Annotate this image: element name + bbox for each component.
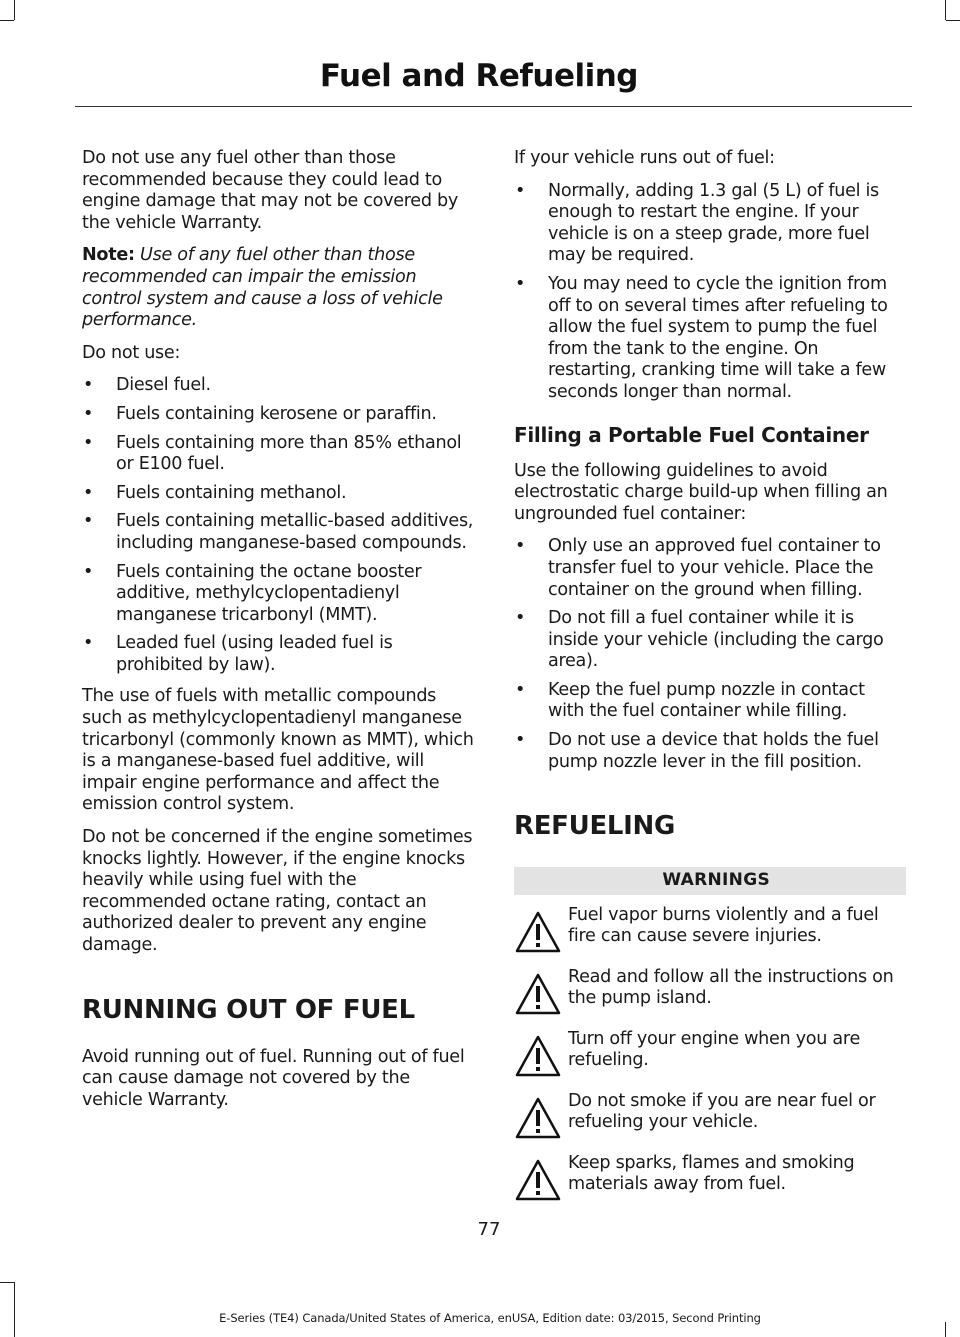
list-item: • You may need to cycle the ignition from off to on several times after refueling to allow the fuel system to pump the fuel from the tank to the engine. On restarting, cranking time will take a few seconds longer than normal. <box>514 274 906 404</box>
section-heading: RUNNING OUT OF FUEL <box>82 994 415 1025</box>
warning-text: Do not smoke if you are near fuel or refueling your vehicle. <box>568 1090 876 1133</box>
crop-mark <box>14 1282 15 1337</box>
paragraph: Do not be concerned if the engine sometimes knocks lightly. However, if the engine knocks heavily while using fuel with the recommended octane rating, contact an authorized dealer to prevent any engine damage. <box>82 827 473 955</box>
warning-item <box>514 967 906 1016</box>
crop-mark <box>0 1282 14 1283</box>
left-column <box>82 148 474 1122</box>
crop-mark <box>945 0 946 20</box>
warning-triangle-icon <box>514 1034 562 1078</box>
note <box>82 245 474 331</box>
list-item: • Fuels containing kerosene or paraffin. <box>82 404 474 426</box>
warning-item <box>514 1091 906 1140</box>
list-item: • Keep the fuel pump nozzle in contact with the fuel container while filling. <box>514 680 906 723</box>
bullet-list <box>514 181 906 404</box>
warning-text: Fuel vapor burns violently and a fuel fire can cause severe injuries. <box>568 904 879 947</box>
list-item: • Diesel fuel. <box>82 375 474 397</box>
crop-mark <box>14 0 15 20</box>
paragraph: If your vehicle runs out of fuel: <box>514 148 775 168</box>
paragraph: Do not use any fuel other than those recommended because they could lead to engine damage that may not be covered by the vehicle Warranty. <box>82 148 458 233</box>
header-divider <box>75 106 912 107</box>
paragraph: Avoid running out of fuel. Running out of fuel can cause damage not covered by the vehicle Warranty. <box>82 1046 465 1110</box>
right-column <box>514 148 906 1215</box>
paragraph: Use the following guidelines to avoid electrostatic charge build-up when filling an ungrounded fuel container: <box>514 460 888 524</box>
paragraph: The use of fuels with metallic compounds such as methylcyclopentadienyl manganese tricarbonyl (commonly known as MMT), which is a manganese-based fuel additive, will impair engine performance and affect the emission control system. <box>82 686 474 815</box>
warning-text: Read and follow all the instructions on the pump island. <box>568 966 894 1009</box>
warning-triangle-icon <box>514 910 562 954</box>
list-item: • Leaded fuel (using leaded fuel is prohibited by law). <box>82 633 474 676</box>
list-item: • Normally, adding 1.3 gal (5 L) of fuel is enough to restart the engine. If your vehicle is on a steep grade, more fuel may be required. <box>514 181 906 267</box>
list-item: • Fuels containing more than 85% ethanol or E100 fuel. <box>82 433 474 476</box>
list-item: • Fuels containing methanol. <box>82 483 474 505</box>
footer-text: E-Series (TE4) Canada/United States of America, enUSA, Edition date: 03/2015, Second Printing <box>219 1311 761 1325</box>
bullet-list <box>514 536 906 773</box>
page-title: Fuel and Refueling <box>319 58 638 94</box>
warning-text: Keep sparks, flames and smoking materials away from fuel. <box>568 1152 855 1195</box>
warning-text: Turn off your engine when you are refueling. <box>568 1028 860 1071</box>
list-item: • Fuels containing metallic-based additives, including manganese-based compounds. <box>82 511 474 554</box>
warning-item <box>514 905 906 954</box>
paragraph: Do not use: <box>82 342 181 363</box>
warning-triangle-icon <box>514 972 562 1016</box>
crop-mark <box>946 20 960 21</box>
warning-item <box>514 1029 906 1078</box>
bullet-list <box>82 375 474 676</box>
subsection-heading: Filling a Portable Fuel Container <box>514 422 869 447</box>
warning-item <box>514 1153 906 1202</box>
section-heading: REFUELING <box>514 811 676 842</box>
list-item: • Only use an approved fuel container to transfer fuel to your vehicle. Place the container on the ground when filling. <box>514 536 906 601</box>
list-item: • Do not use a device that holds the fuel pump nozzle lever in the fill position. <box>514 730 906 773</box>
warning-triangle-icon <box>514 1096 562 1140</box>
warning-triangle-icon <box>514 1158 562 1202</box>
note-text: Use of any fuel other than those recommended can impair the emission control system and cause a loss of vehicle performance. <box>82 245 443 331</box>
note-label: Note: <box>82 245 135 266</box>
list-item: • Fuels containing the octane booster additive, methylcyclopentadienyl manganese tricarbonyl (MMT). <box>82 562 474 627</box>
page-number: 77 <box>477 1219 501 1240</box>
warnings-title: WARNINGS <box>514 867 906 895</box>
list-item: • Do not fill a fuel container while it is inside your vehicle (including the cargo area). <box>514 608 906 673</box>
crop-mark <box>0 20 14 21</box>
